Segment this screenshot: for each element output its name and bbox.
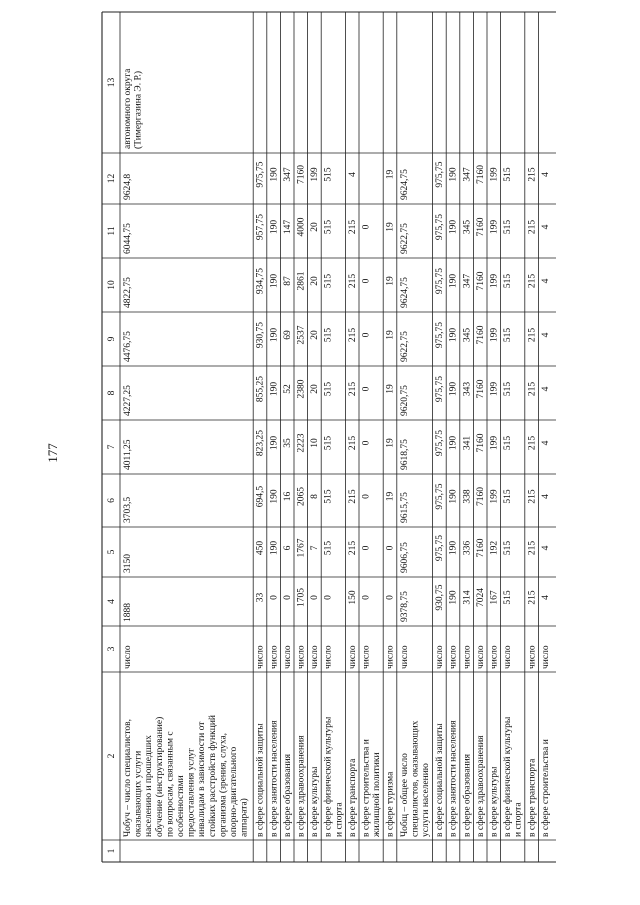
unit-cell: число: [269, 645, 280, 669]
value-cell: 4: [540, 386, 551, 392]
value-cell: 150: [347, 590, 358, 605]
value-cell: 7160: [475, 538, 486, 558]
value-cell: 215: [527, 167, 538, 182]
column-number: 11: [107, 226, 117, 236]
value-cell: 9624,75: [399, 277, 410, 308]
value-cell: 215: [527, 540, 538, 556]
column-number: 6: [107, 498, 117, 503]
value-cell: 0: [361, 545, 372, 551]
value-cell: 0: [361, 494, 372, 499]
value-cell: 4: [540, 278, 551, 284]
value-cell: 7160: [475, 165, 486, 184]
column-number: 4: [107, 599, 117, 604]
value-cell: 347: [282, 167, 293, 182]
column-number: 12: [107, 173, 117, 184]
column-number: 8: [107, 390, 117, 396]
row-label: в сфере транспорта: [527, 758, 538, 837]
value-cell: 0: [361, 278, 372, 284]
indicator-description: организма (зрения, слуха,: [218, 732, 229, 837]
value-cell: 215: [527, 273, 538, 289]
value-cell: 19: [385, 169, 396, 180]
row-label: жилищной политики: [372, 752, 383, 837]
value-cell: 199: [489, 219, 500, 235]
value-cell: 9620,75: [399, 385, 410, 416]
value-cell: 4227,25: [123, 385, 133, 416]
value-cell: 190: [269, 327, 280, 343]
value-cell: 694,5: [255, 485, 266, 508]
value-cell: 7024: [475, 588, 486, 607]
value-cell: 7160: [475, 325, 486, 345]
value-cell: 336: [462, 540, 473, 556]
value-cell: 345: [462, 327, 473, 343]
value-cell: 215: [527, 219, 538, 235]
value-cell: 20: [310, 330, 321, 340]
value-cell: 16: [282, 491, 293, 502]
value-cell: 515: [323, 327, 334, 343]
value-cell: 215: [347, 435, 358, 451]
value-cell: 314: [462, 590, 473, 605]
indicator-description: населению и прошедших: [144, 735, 155, 837]
value-cell: 215: [347, 381, 358, 397]
value-cell: 33: [255, 592, 266, 603]
row-label: и спорта: [513, 802, 524, 837]
column-number: 5: [107, 549, 117, 555]
value-cell: 199: [489, 167, 500, 182]
value-cell: 19: [385, 222, 396, 232]
value-cell: 515: [323, 540, 334, 556]
value-cell: 6044,75: [123, 223, 133, 254]
value-cell: 975,75: [435, 161, 446, 188]
value-cell: 190: [448, 540, 459, 556]
value-cell: 190: [269, 273, 280, 289]
value-cell: 20: [310, 222, 321, 232]
value-cell: 215: [347, 219, 358, 235]
value-cell: 7: [310, 545, 321, 551]
value-cell: 215: [347, 540, 358, 556]
value-cell: 975,75: [435, 267, 446, 295]
row-label: в сфере строительства и: [361, 739, 372, 837]
indicator-description: предоставления услуг: [186, 747, 197, 837]
column-number: 9: [107, 336, 117, 342]
value-cell: 199: [489, 273, 500, 289]
value-cell: 190: [269, 381, 280, 397]
value-cell: 9615,75: [399, 492, 410, 523]
value-cell: 1705: [296, 588, 307, 607]
value-cell: 9618,75: [399, 439, 410, 470]
value-cell: 4: [540, 172, 551, 177]
value-cell: 52: [282, 384, 293, 394]
value-cell: 975,75: [435, 429, 446, 457]
unit-cell: число: [399, 645, 410, 669]
value-cell: 190: [448, 273, 459, 289]
value-cell: 190: [448, 219, 459, 235]
unit-cell: число: [435, 645, 446, 669]
value-cell: 190: [448, 590, 459, 605]
unit-cell: число: [489, 645, 500, 669]
row-label: в сфере культуры: [310, 766, 321, 837]
value-cell: 35: [282, 438, 293, 448]
indicator-description: опорно-двигательного: [229, 746, 239, 837]
value-cell: 2065: [296, 487, 307, 506]
value-cell: 957,75: [255, 213, 266, 241]
table-body: [102, 12, 556, 862]
indicator-description: обучение (инструктирование): [154, 716, 165, 837]
value-cell: 4: [347, 172, 358, 177]
row-label: в сфере транспорта: [347, 758, 358, 837]
value-cell: 515: [323, 167, 334, 182]
row-label: в сфере туризма: [385, 771, 396, 837]
row-label: в сфере физической культуры: [323, 716, 334, 837]
value-cell: 515: [503, 273, 514, 289]
value-cell: 0: [361, 440, 372, 446]
unit-cell: число: [462, 645, 473, 669]
unit-cell: число: [540, 645, 551, 669]
value-cell: 823,25: [255, 429, 266, 457]
value-cell: 147: [282, 219, 293, 235]
column-number: 7: [107, 444, 117, 450]
row-label: в сфере здравоохранения: [475, 735, 486, 837]
responsible-cell: (Тимергазина Э. Р.): [133, 70, 144, 149]
indicator-description: Чобуч – число специалистов,: [123, 718, 133, 837]
value-cell: 0: [385, 595, 396, 600]
value-cell: 1767: [296, 538, 307, 558]
value-cell: 515: [503, 327, 514, 343]
indicator-description: специалистов, оказывающих: [410, 720, 421, 837]
row-label: в сфере социальной защиты: [255, 723, 266, 837]
value-cell: 2861: [296, 271, 307, 291]
row-label: в сфере образования: [462, 753, 473, 837]
row-label: в сфере здравоохранения: [296, 735, 307, 837]
value-cell: 9622,75: [399, 223, 410, 254]
value-cell: 87: [282, 276, 293, 286]
value-cell: 192: [489, 540, 500, 556]
column-number: 10: [107, 280, 117, 290]
value-cell: 9606,75: [399, 542, 410, 573]
value-cell: 345: [462, 219, 473, 235]
value-cell: 0: [361, 386, 372, 392]
value-cell: 190: [269, 489, 280, 504]
value-cell: 19: [385, 330, 396, 340]
value-cell: 975,75: [435, 375, 446, 403]
value-cell: 19: [385, 384, 396, 394]
value-cell: 975,75: [435, 483, 446, 510]
value-cell: 515: [503, 590, 514, 605]
row-label: в сфере физической культуры: [503, 716, 514, 837]
value-cell: 7160: [475, 487, 486, 506]
indicator-description: Чобщ – общее число: [399, 753, 410, 837]
value-cell: 515: [503, 219, 514, 235]
row-label: в сфере образования: [282, 753, 293, 837]
value-cell: 7160: [475, 433, 486, 453]
value-cell: 347: [462, 273, 473, 289]
value-cell: 7160: [475, 379, 486, 399]
responsible-cell: автономного округа: [123, 68, 133, 149]
value-cell: 190: [269, 435, 280, 451]
value-cell: 343: [462, 381, 473, 397]
value-cell: 4: [540, 332, 551, 338]
value-cell: 975,75: [255, 161, 266, 188]
value-cell: 190: [269, 167, 280, 182]
value-cell: 19: [385, 276, 396, 286]
unit-cell: число: [123, 645, 133, 669]
value-cell: 934,75: [255, 267, 266, 295]
value-cell: 9624,75: [399, 169, 410, 200]
indicator-description: оказывающих услуги: [133, 750, 144, 837]
value-cell: 190: [448, 381, 459, 397]
value-cell: 20: [310, 276, 321, 286]
value-cell: 4: [540, 545, 551, 551]
row-label: в сфере занятости населения: [448, 720, 459, 837]
row-label: в сфере социальной защиты: [435, 723, 446, 837]
value-cell: 19: [385, 438, 396, 448]
value-cell: 0: [269, 595, 280, 600]
value-cell: 347: [462, 167, 473, 182]
unit-cell: число: [475, 645, 486, 669]
column-number: 2: [107, 753, 117, 759]
value-cell: 4: [540, 440, 551, 446]
value-cell: 3150: [123, 554, 133, 573]
value-cell: 515: [323, 219, 334, 235]
row-label: в сфере культуры: [489, 766, 500, 837]
value-cell: 4: [540, 494, 551, 499]
value-cell: 0: [385, 545, 396, 551]
value-cell: 7160: [475, 271, 486, 291]
value-cell: 515: [503, 540, 514, 556]
value-cell: 20: [310, 384, 321, 394]
unit-cell: число: [385, 645, 396, 669]
value-cell: 0: [323, 595, 334, 600]
value-cell: 199: [489, 327, 500, 343]
value-cell: 4: [540, 224, 551, 230]
value-cell: 515: [323, 381, 334, 397]
indicator-description: стойких расстройств функций: [207, 714, 218, 837]
value-cell: 0: [361, 595, 372, 600]
value-cell: 9378,75: [399, 591, 410, 622]
value-cell: 199: [310, 167, 321, 182]
page-number: 177: [45, 443, 60, 463]
value-cell: 0: [361, 332, 372, 338]
value-cell: 215: [527, 327, 538, 343]
value-cell: 69: [282, 330, 293, 340]
row-label: в сфере строительства и: [540, 739, 551, 837]
value-cell: 3703,5: [123, 496, 133, 523]
value-cell: 215: [527, 590, 538, 605]
value-cell: 215: [527, 435, 538, 451]
row-label: в сфере занятости населения: [269, 720, 280, 837]
value-cell: 4822,75: [123, 277, 133, 308]
value-cell: 450: [255, 540, 266, 556]
value-cell: 190: [448, 435, 459, 451]
value-cell: 6: [282, 545, 293, 551]
value-cell: 338: [462, 489, 473, 504]
value-cell: 190: [448, 167, 459, 182]
value-cell: 4476,75: [123, 331, 133, 362]
value-cell: 975,75: [435, 213, 446, 241]
indicator-description: аппарата): [239, 798, 250, 837]
value-cell: 515: [503, 381, 514, 397]
indicator-description: по вопросам, связанным с: [165, 731, 176, 837]
value-cell: 2380: [296, 379, 307, 399]
value-cell: 515: [323, 273, 334, 289]
indicator-description: услуги населению: [421, 763, 431, 837]
value-cell: 0: [310, 595, 321, 600]
value-cell: 215: [527, 489, 538, 504]
value-cell: 0: [361, 224, 372, 230]
value-cell: 515: [323, 489, 334, 504]
value-cell: 9622,75: [399, 331, 410, 362]
value-cell: 10: [310, 438, 321, 448]
unit-cell: число: [503, 645, 514, 669]
value-cell: 215: [527, 381, 538, 397]
value-cell: 515: [503, 435, 514, 451]
value-cell: 341: [462, 435, 473, 451]
value-cell: 855,25: [255, 375, 266, 403]
value-cell: 515: [503, 167, 514, 182]
value-cell: 7160: [475, 217, 486, 237]
column-number: 1: [107, 848, 117, 854]
value-cell: 4: [540, 595, 551, 600]
value-cell: 215: [347, 489, 358, 504]
value-cell: 515: [503, 489, 514, 504]
indicator-description: особенностями: [176, 775, 186, 837]
row-label: и спорта: [334, 802, 345, 837]
value-cell: 930,75: [435, 584, 446, 611]
value-cell: 199: [489, 489, 500, 504]
unit-cell: число: [448, 645, 459, 669]
value-cell: 7160: [296, 165, 307, 184]
indicator-description: инвалидам в зависимости от: [197, 721, 208, 837]
value-cell: 19: [385, 491, 396, 502]
value-cell: 190: [269, 540, 280, 556]
value-cell: 1888: [123, 603, 133, 622]
unit-cell: число: [255, 645, 266, 669]
unit-cell: число: [310, 645, 321, 669]
value-cell: 2537: [296, 325, 307, 345]
value-cell: 199: [489, 381, 500, 397]
value-cell: 190: [448, 489, 459, 504]
value-cell: 9624,8: [123, 173, 133, 200]
value-cell: 4000: [296, 217, 307, 237]
value-cell: 975,75: [435, 534, 446, 562]
unit-cell: число: [361, 645, 372, 669]
column-number: 13: [107, 77, 117, 88]
value-cell: 8: [310, 494, 321, 499]
unit-cell: число: [527, 645, 538, 669]
value-cell: 167: [489, 590, 500, 605]
value-cell: 975,75: [435, 321, 446, 349]
value-cell: 4011,25: [123, 439, 133, 470]
value-cell: 215: [347, 327, 358, 343]
unit-cell: число: [282, 645, 293, 669]
value-cell: 190: [269, 219, 280, 235]
value-cell: 515: [323, 435, 334, 451]
unit-cell: число: [347, 645, 358, 669]
value-cell: 199: [489, 435, 500, 451]
column-number: 3: [107, 646, 117, 652]
unit-cell: число: [323, 645, 334, 669]
value-cell: 215: [347, 273, 358, 289]
value-cell: 2223: [296, 433, 307, 453]
value-cell: 190: [448, 327, 459, 343]
unit-cell: число: [296, 645, 307, 669]
value-cell: 0: [282, 595, 293, 600]
value-cell: 930,75: [255, 321, 266, 349]
